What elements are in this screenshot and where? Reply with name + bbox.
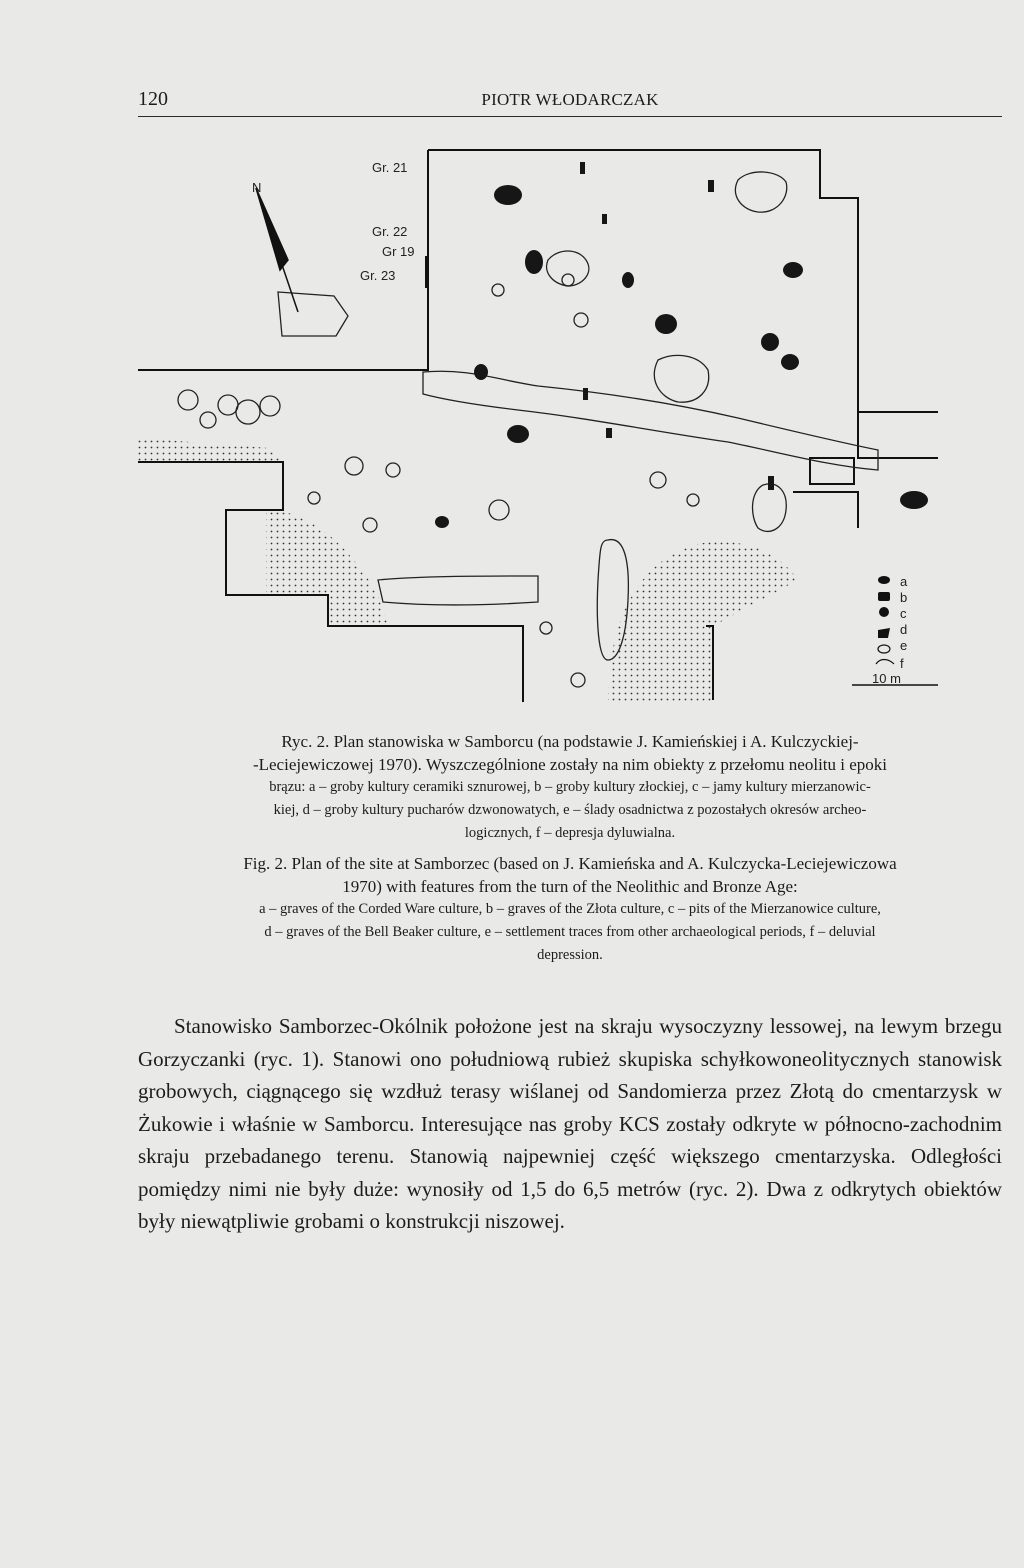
caption-pl-line: Ryc. 2. Plan stanowiska w Samborcu (na podstawie J. Kamieńskiej i A. Kulczyckiej- <box>281 732 859 751</box>
page-header <box>138 88 1002 117</box>
site-plan-map <box>138 140 938 712</box>
grave-label-19: Gr 19 <box>382 244 415 259</box>
legend-b: b <box>900 590 908 605</box>
body-paragraph: Stanowisko Samborzec-Okólnik położone jest na skraju wysoczyzny lessowej, na lewym brzegu Gorzyczanki (ryc. 1). Stanowi ono południową rubież skupiska schyłkowoneolitycznych stanowisk grobowych, ciągnącego się wzdłuż terasy wiślanej od Sandomierza przez Złotą do cmentarzysk w Żukowie i właśnie w Samborcu. Interesujące nas groby KCS zostały odkryte w północno-zachodnim skraju przebadanego terenu. Stanowią najpewniej część większego cmentarzyska. Odległości pomiędzy nimi nie były duże: wynosiły od 1,5 do 6,5 metrów (ryc. 2). Dwa z odkrytych obiektów były niewątpliwie grobami o konstrukcji niszowej. <box>138 1014 1002 1233</box>
grave-label-21: Gr. 21 <box>372 160 408 175</box>
grave-label-22: Gr. 22 <box>372 224 408 239</box>
caption-en-line: depression. <box>537 947 603 963</box>
caption-pl-line: logicznych, f – depresja dyluwialna. <box>464 825 676 841</box>
running-head: PIOTR WŁODARCZAK <box>481 90 659 109</box>
caption-polish <box>138 730 1002 845</box>
caption-en-line: d – graves of the Bell Beaker culture, e – settlement traces from other archaeological periods, f – deluvial <box>264 924 876 940</box>
caption-pl-line: brązu: a – groby kultury ceramiki sznurowej, b – groby kultury złockiej, c – jamy kultury mierzanowic- <box>269 779 871 795</box>
caption-en-line: a – graves of the Corded Ware culture, b – graves of the Złota culture, c – pits of the Mierzanowice culture, <box>259 901 881 917</box>
page-number: 120 <box>138 88 168 110</box>
caption-pl-line: kiej, d – groby kultury pucharów dzwonowatych, e – ślady osadnictwa z pozostałych okresów archeo- <box>273 802 867 818</box>
legend-a: a <box>900 574 908 589</box>
body-text <box>138 1010 1002 1238</box>
caption-english <box>138 852 1002 967</box>
scale-label: 10 m <box>872 671 901 686</box>
legend-d: d <box>900 622 908 637</box>
caption-en-line: 1970) with features from the turn of the Neolithic and Bronze Age: <box>342 877 798 896</box>
legend-f: f <box>900 656 904 671</box>
site-plan-figure <box>138 140 938 712</box>
legend-e: e <box>900 638 908 653</box>
caption-pl-line: -Leciejewiczowej 1970). Wyszczególnione zostały na nim obiekty z przełomu neolitu i epoki <box>252 755 888 774</box>
grave-label-23: Gr. 23 <box>360 268 396 283</box>
legend-c: c <box>900 606 907 621</box>
north-label: N <box>252 180 262 195</box>
caption-en-line: Fig. 2. Plan of the site at Samborzec (based on J. Kamieńska and A. Kulczycka-Leciejewiczowa <box>243 854 897 873</box>
